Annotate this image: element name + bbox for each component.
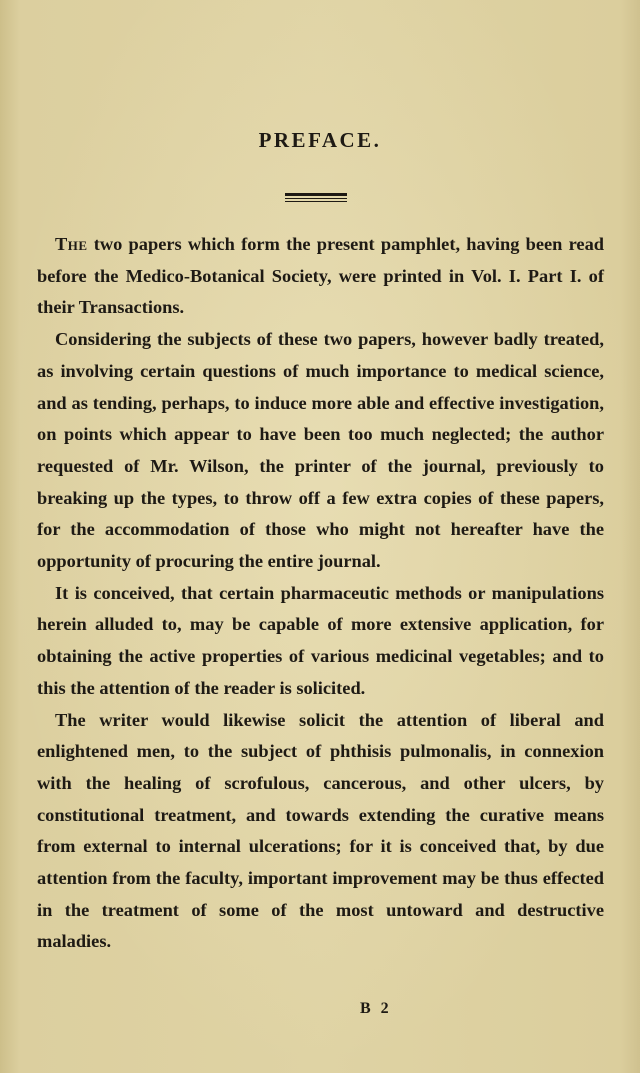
paragraph-1 <box>37 229 604 324</box>
paragraph-lead: The <box>55 234 88 254</box>
paragraph-text: two papers which form the present pamphlet, having been read before the Medico-Botanical Society, were printed in Vol. I. Part I. of their Transactions. <box>37 234 604 318</box>
paragraph-text: It is conceived, that certain pharmaceutic methods or manipulations herein alluded to, may be capable of more extensive application, for obtaining the active properties of various medicinal vegetables; and to this the attention of the reader is solicited. <box>37 582 604 698</box>
title-rule-thin <box>285 198 347 199</box>
paragraph-3 <box>37 578 604 705</box>
title-rule-thick <box>285 193 347 196</box>
paragraph-text: Considering the subjects of these two papers, however badly treated, as involving certain questions of much importance to medical science, and as tending, perhaps, to induce more able and effective investigation, on points which appear to have been too much neglected; the author requested of Mr. Wilson, the printer of the journal, previously to breaking up the types, to throw off a few extra copies of these papers, for the accommodation of those who might not hereafter have the opportunity of procuring the entire journal. <box>37 329 604 572</box>
page-title: PREFACE. <box>258 128 382 152</box>
signature-mark: B 2 <box>360 1000 392 1017</box>
preface-body <box>37 229 604 958</box>
paragraph-text: The writer would likewise solicit the attention of liberal and enlightened men, to the subject of phthisis pulmonalis, in connexion with the healing of scrofulous, cancerous, and other ulcers, by constitutional treatment, and towards extending the curative means from external to internal ulcerations; for it is conceived that, by due attention from the faculty, important improvement may be thus effected in the treatment of some of the most untoward and destructive maladies. <box>37 709 604 952</box>
paragraph-2 <box>37 324 604 578</box>
title-rule-thin-lower <box>285 201 347 202</box>
paragraph-4 <box>37 705 604 959</box>
